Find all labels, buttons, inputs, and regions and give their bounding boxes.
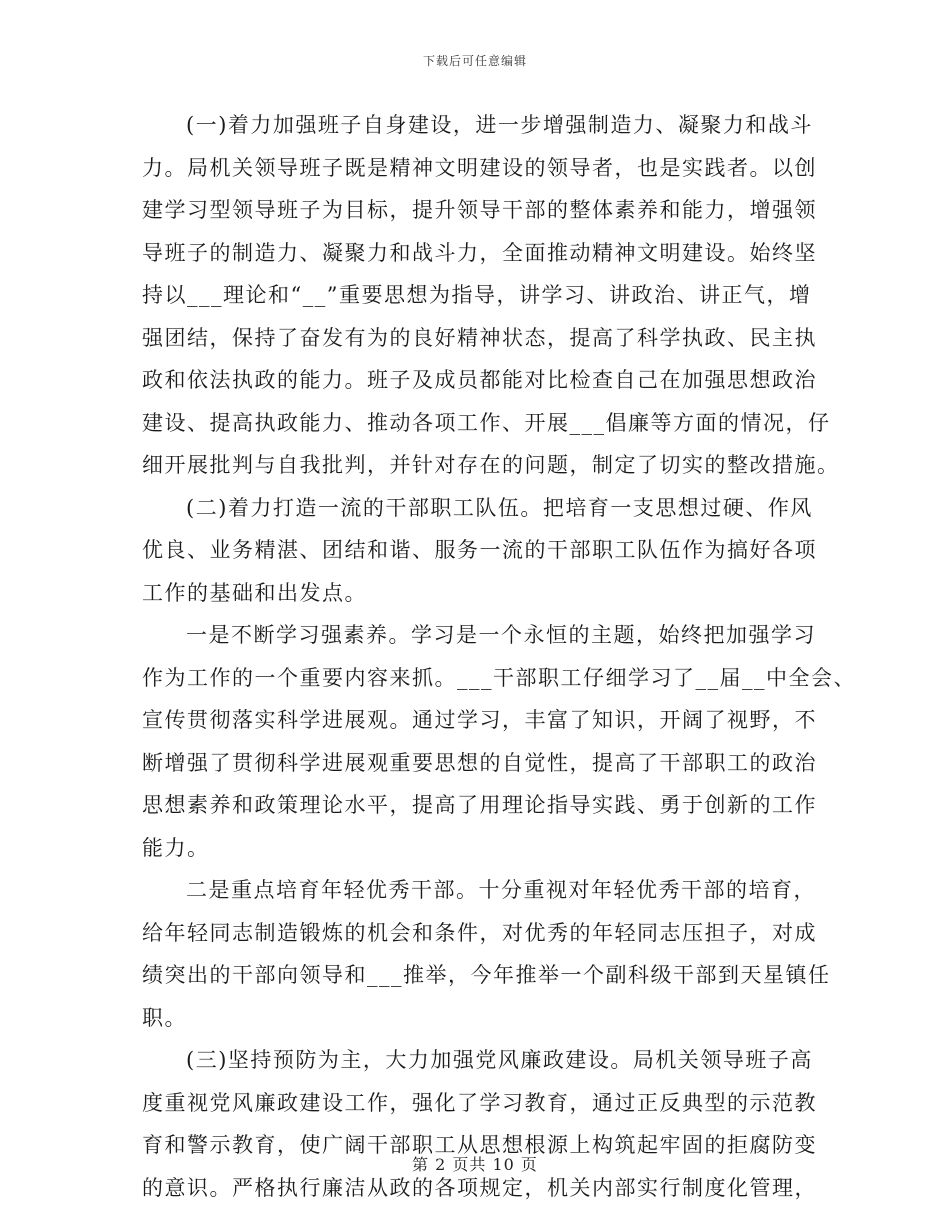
- text-line: 力。局机关领导班子既是精神文明建设的领导者，也是实践者。以创: [142, 155, 817, 180]
- text-line: (二)着力打造一流的干部职工队伍。把培育一支思想过硬、作风: [186, 495, 813, 520]
- text-line: 政和依法执政的能力。班子及成员都能对比检查自己在加强思想政治: [142, 368, 817, 392]
- text-line: 宣传贯彻落实科学进展观。通过学习，丰富了知识，开阔了视野，不: [142, 708, 817, 732]
- text-line: 的意识。严格执行廉洁从政的各项规定，机关内部实行制度化管理，: [142, 1175, 817, 1200]
- text-line: (三)坚持预防为主，大力加强党风廉政建设。局机关领导班子高: [186, 1048, 813, 1072]
- text-line: 强团结，保持了奋发有为的良好精神状态，提高了科学执政、民主执: [142, 325, 817, 350]
- text-line: 思想素养和政策理论水平，提高了用理论指导实践、勇于创新的工作: [142, 793, 817, 817]
- text-line: 细开展批判与自我批判，并针对存在的问题，制定了切实的整改措施。: [142, 453, 840, 477]
- page-number-footer: 第 2 页共 10 页: [412, 1155, 538, 1174]
- document-body: [142, 104, 856, 1209]
- text-line: 度重视党风廉政建设工作，强化了学习教育，通过正反典型的示范教: [142, 1090, 817, 1115]
- text-line: 导班子的制造力、凝聚力和战斗力，全面推动精神文明建设。始终坚: [142, 240, 817, 265]
- text-line: 能力。: [142, 835, 210, 860]
- text-line: (一)着力加强班子自身建设，进一步增强制造力、凝聚力和战斗: [186, 113, 813, 137]
- text-line: 育和警示教育，使广阔干部职工从思想根源上构筑起牢固的拒腐防变: [142, 1133, 817, 1157]
- text-line: 工作的基础和出发点。: [142, 580, 367, 605]
- text-line: 建设、提高执政能力、推动各项工作、开展___倡廉等方面的情况，仔: [142, 410, 831, 435]
- text-line: 给年轻同志制造锻炼的机会和条件，对优秀的年轻同志压担子，对成: [142, 920, 817, 945]
- text-line: 职。: [142, 1005, 187, 1030]
- text-line: 二是重点培育年轻优秀干部。十分重视对年轻优秀干部的培育，: [186, 878, 816, 902]
- page-header-note: 下载后可任意编辑: [422, 54, 527, 68]
- text-line: 持以___理论和“__”重要思想为指导，讲学习、讲政治、讲正气，增: [142, 283, 812, 307]
- text-line: 建学习型领导班子为目标，提升领导干部的整体素养和能力，增强领: [142, 198, 817, 222]
- text-line: 断增强了贯彻科学进展观重要思想的自觉性，提高了干部职工的政治: [142, 750, 817, 775]
- text-line: 绩突出的干部向领导和___推举，今年推举一个副科级干部到天星镇任: [142, 963, 831, 987]
- text-line: 优良、业务精湛、团结和谐、服务一流的干部职工队伍作为搞好各项: [142, 538, 817, 562]
- text-line: 作为工作的一个重要内容来抓。___干部职工仔细学习了__届__中全会、: [142, 665, 856, 690]
- text-line: 一是不断学习强素养。学习是一个永恒的主题，始终把加强学习: [186, 623, 816, 647]
